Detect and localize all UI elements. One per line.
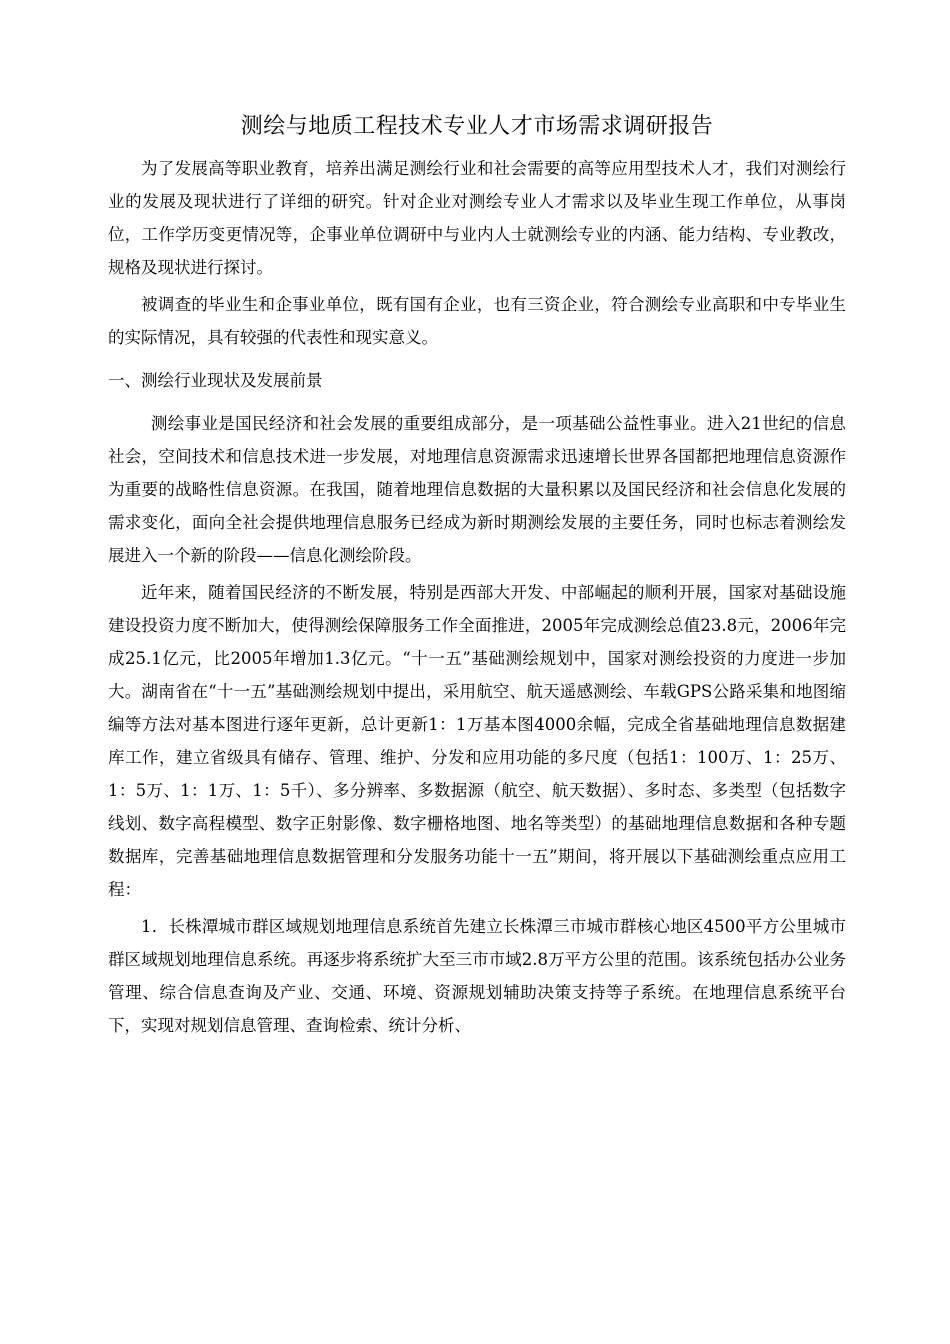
- document-page: [108, 112, 846, 1042]
- document-title: 测绘与地质工程技术专业人才市场需求调研报告: [240, 114, 714, 139]
- intro-paragraph-2: 被调查的毕业生和企事业单位，既有国有企业，也有三资企业，符合测绘专业高职和中专毕业生的实际情况，具有较强的代表性和现实意义。: [108, 295, 846, 347]
- section1-paragraph-1: 测绘事业是国民经济和社会发展的重要组成部分，是一项基础公益性事业。进入21世纪的信息社会，空间技术和信息技术进一步发展，对地理信息资源需求迅速增长世界各国都把地理信息资源作为重要的战略性信息资源。在我国，随着地理信息数据的大量积累以及国民经济和社会信息化发展的需求变化，面向全社会提供地理信息服务已经成为新时期测绘发展的主要任务，同时也标志着测绘发展进入一个新的阶段——信息化测绘阶段。: [108, 414, 846, 565]
- section-heading-1: 一、测绘行业现状及发展前景: [108, 371, 323, 390]
- section1-paragraph-3: 1．长株潭城市群区域规划地理信息系统首先建立长株潭三市城市群核心地区4500平方公里城市群区域规划地理信息系统。再逐步将系统扩大至三市市域2.8万平方公里的范围。该系统包括办公业务管理、综合信息查询及产业、交通、环境、资源规划辅助决策支持等子系统。在地理信息系统平台下，实现对规划信息管理、查询检索、统计分析、: [108, 917, 846, 1035]
- section1-paragraph-2: 近年来，随着国民经济的不断发展，特别是西部大开发、中部崛起的顺利开展，国家对基础设施建设投资力度不断加大，使得测绘保障服务工作全面推进，2005年完成测绘总值23.8元，2006年完成25.1亿元，比2005年增加1.3亿元。“十一五”基础测绘规划中，国家对测绘投资的力度进一步加大。湖南省在“十一五”基础测绘规划中提出，采用航空、航天遥感测绘、车载GPS公路采集和地图缩编等方法对基本图进行逐年更新，总计更新1：1万基本图4000余幅，完成全省基础地理信息数据建库工作，建立省级具有储存、管理、维护、分发和应用功能的多尺度（包括1：100万、1：25万、1：5万、1：1万、1：5千）、多分辨率、多数据源（航空、航天数据）、多时态、多类型（包括数字线划、数字高程模型、数字正射影像、数字栅格地图、地名等类型）的基础地理信息数据和各种专题数据库，完善基础地理信息数据管理和分发服务功能十一五”期间，将开展以下基础测绘重点应用工程：: [108, 583, 846, 899]
- intro-paragraph-1: 为了发展高等职业教育，培养出满足测绘行业和社会需要的高等应用型技术人才，我们对测绘行业的发展及现状进行了详细的研究。针对企业对测绘专业人才需求以及毕业生现工作单位，从事岗位，工作学历变更情况等，企事业单位调研中与业内人士就测绘专业的内涵、能力结构、专业教改，规格及现状进行探讨。: [108, 159, 846, 277]
